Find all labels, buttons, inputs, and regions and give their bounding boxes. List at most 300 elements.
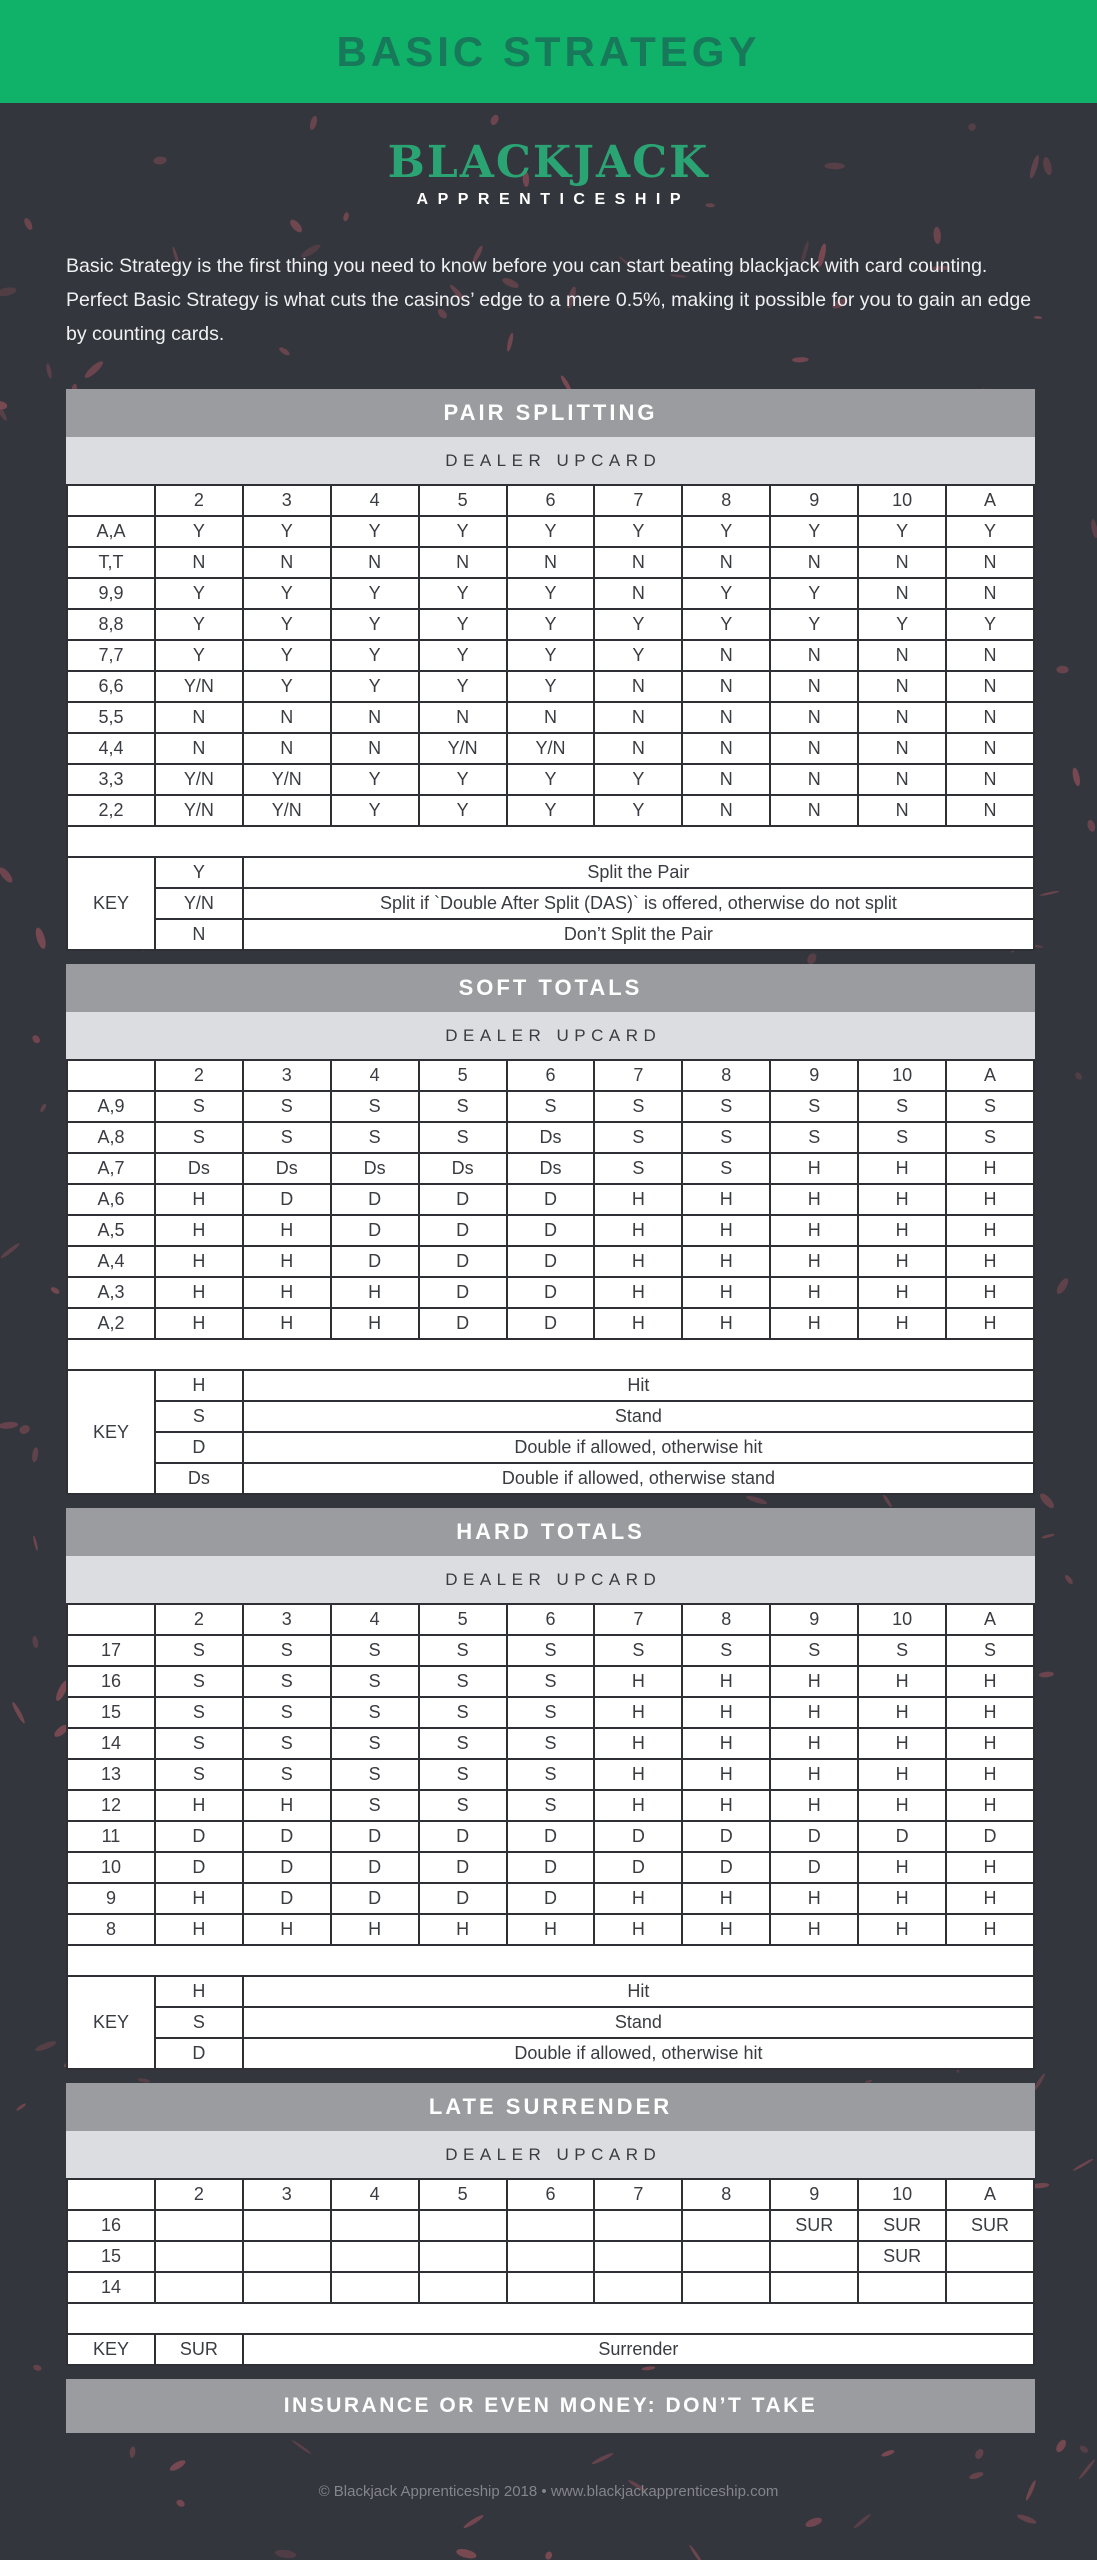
grid-cell: Y bbox=[243, 516, 331, 547]
strategy-row bbox=[67, 1666, 1034, 1697]
key-description: Don’t Split the Pair bbox=[243, 919, 1034, 950]
row-label: A,5 bbox=[67, 1215, 155, 1246]
key-row bbox=[67, 888, 1034, 919]
grid-cell: S bbox=[507, 1635, 595, 1666]
grid-cell: H bbox=[594, 1277, 682, 1308]
grid-cell: N bbox=[419, 547, 507, 578]
key-row bbox=[67, 1976, 1034, 2007]
corner-cell bbox=[67, 2179, 155, 2210]
grid-cell: N bbox=[331, 733, 419, 764]
grid-cell: Y bbox=[770, 516, 858, 547]
grid-cell: H bbox=[858, 1184, 946, 1215]
column-header: 10 bbox=[858, 1060, 946, 1091]
grid-cell: N bbox=[946, 640, 1034, 671]
grid-cell: D bbox=[419, 1308, 507, 1339]
row-label: 9,9 bbox=[67, 578, 155, 609]
key-row bbox=[67, 857, 1034, 888]
row-label: 8 bbox=[67, 1914, 155, 1945]
grid-cell: H bbox=[770, 1914, 858, 1945]
grid-cell: Y bbox=[507, 671, 595, 702]
grid-cell: Y bbox=[331, 609, 419, 640]
column-header: 2 bbox=[155, 2179, 243, 2210]
grid-cell: Y bbox=[770, 609, 858, 640]
grid-cell: H bbox=[331, 1914, 419, 1945]
strategy-grid bbox=[66, 2178, 1035, 2366]
section-title: PAIR SPLITTING bbox=[443, 400, 658, 426]
key-row bbox=[67, 919, 1034, 950]
grid-cell: Y bbox=[594, 795, 682, 826]
grid-cell: H bbox=[155, 1277, 243, 1308]
column-header: A bbox=[946, 485, 1034, 516]
grid-cell: S bbox=[682, 1153, 770, 1184]
grid-cell: H bbox=[946, 1883, 1034, 1914]
grid-cell: S bbox=[419, 1122, 507, 1153]
grid-cell: N bbox=[946, 764, 1034, 795]
column-header-row bbox=[67, 1060, 1034, 1091]
dealer-upcard-label: DEALER UPCARD bbox=[445, 2144, 662, 2164]
dealer-upcard-label: DEALER UPCARD bbox=[445, 450, 662, 470]
grid-cell: Y bbox=[507, 578, 595, 609]
grid-cell: H bbox=[594, 1246, 682, 1277]
row-label: 11 bbox=[67, 1821, 155, 1852]
grid-cell: N bbox=[682, 764, 770, 795]
grid-cell: N bbox=[946, 795, 1034, 826]
grid-cell: H bbox=[858, 1153, 946, 1184]
logo-wordmark: BLACKJACK bbox=[387, 137, 710, 188]
grid-cell: H bbox=[858, 1697, 946, 1728]
grid-cell: S bbox=[858, 1091, 946, 1122]
column-header: 7 bbox=[594, 485, 682, 516]
strategy-row bbox=[67, 1914, 1034, 1945]
grid-cell bbox=[155, 2272, 243, 2303]
grid-cell: H bbox=[594, 1215, 682, 1246]
grid-cell: Y bbox=[243, 640, 331, 671]
grid-cell: Y bbox=[331, 795, 419, 826]
grid-cell: N bbox=[594, 671, 682, 702]
grid-cell: H bbox=[858, 1759, 946, 1790]
grid-cell: H bbox=[243, 1277, 331, 1308]
grid-cell: D bbox=[331, 1215, 419, 1246]
grid-cell bbox=[594, 2272, 682, 2303]
row-label: 2,2 bbox=[67, 795, 155, 826]
column-header: 4 bbox=[331, 2179, 419, 2210]
grid-cell: D bbox=[682, 1821, 770, 1852]
grid-cell: H bbox=[155, 1790, 243, 1821]
key-swatch: H bbox=[155, 1976, 243, 2007]
column-header: 7 bbox=[594, 1604, 682, 1635]
grid-cell: S bbox=[331, 1666, 419, 1697]
section-title-bar bbox=[66, 1508, 1035, 1556]
key-swatch: H bbox=[155, 1370, 243, 1401]
grid-cell bbox=[419, 2272, 507, 2303]
grid-cell: H bbox=[594, 1697, 682, 1728]
grid-cell: Ds bbox=[243, 1153, 331, 1184]
grid-cell: S bbox=[507, 1091, 595, 1122]
key-swatch: Y/N bbox=[155, 888, 243, 919]
strategy-row bbox=[67, 1697, 1034, 1728]
key-swatch: SUR bbox=[155, 2334, 243, 2365]
grid-cell: D bbox=[594, 1821, 682, 1852]
strategy-row bbox=[67, 1153, 1034, 1184]
grid-cell: S bbox=[243, 1728, 331, 1759]
grid-cell: D bbox=[243, 1852, 331, 1883]
grid-cell: Y bbox=[594, 764, 682, 795]
grid-cell: H bbox=[858, 1728, 946, 1759]
row-label: 9 bbox=[67, 1883, 155, 1914]
grid-cell bbox=[507, 2210, 595, 2241]
grid-cell: Y bbox=[331, 640, 419, 671]
grid-cell: H bbox=[858, 1914, 946, 1945]
insurance-banner-text: INSURANCE OR EVEN MONEY: DON’T TAKE bbox=[283, 2394, 818, 2418]
key-row bbox=[67, 2334, 1034, 2365]
grid-cell: D bbox=[507, 1308, 595, 1339]
grid-cell: H bbox=[946, 1246, 1034, 1277]
grid-cell: Y/N bbox=[155, 795, 243, 826]
strategy-row bbox=[67, 2272, 1034, 2303]
grid-cell: D bbox=[419, 1184, 507, 1215]
grid-cell: H bbox=[594, 1728, 682, 1759]
grid-cell: N bbox=[594, 547, 682, 578]
column-header: A bbox=[946, 2179, 1034, 2210]
grid-cell: S bbox=[243, 1122, 331, 1153]
column-header: A bbox=[946, 1604, 1034, 1635]
grid-cell: H bbox=[682, 1728, 770, 1759]
grid-cell: D bbox=[331, 1852, 419, 1883]
strategy-row bbox=[67, 1759, 1034, 1790]
column-header: 9 bbox=[770, 1604, 858, 1635]
strategy-row bbox=[67, 1184, 1034, 1215]
grid-cell: S bbox=[682, 1091, 770, 1122]
grid-cell: S bbox=[331, 1728, 419, 1759]
strategy-row bbox=[67, 764, 1034, 795]
gap-cell bbox=[67, 2303, 1034, 2334]
grid-cell: SUR bbox=[770, 2210, 858, 2241]
grid-cell: N bbox=[858, 733, 946, 764]
grid-cell: S bbox=[946, 1091, 1034, 1122]
strategy-row bbox=[67, 1215, 1034, 1246]
page-banner bbox=[0, 0, 1097, 103]
dealer-upcard-bar bbox=[66, 437, 1035, 484]
grid-cell: H bbox=[155, 1914, 243, 1945]
grid-cell: H bbox=[858, 1666, 946, 1697]
grid-cell: H bbox=[682, 1666, 770, 1697]
strategy-row bbox=[67, 1852, 1034, 1883]
grid-cell: D bbox=[243, 1184, 331, 1215]
strategy-grid bbox=[66, 1059, 1035, 1495]
grid-cell: H bbox=[594, 1790, 682, 1821]
column-header: 4 bbox=[331, 1060, 419, 1091]
strategy-row bbox=[67, 1883, 1034, 1914]
grid-cell: Y bbox=[507, 764, 595, 795]
grid-cell: H bbox=[858, 1883, 946, 1914]
grid-cell: H bbox=[946, 1215, 1034, 1246]
grid-cell: H bbox=[155, 1883, 243, 1914]
grid-cell bbox=[946, 2241, 1034, 2272]
grid-cell: Y bbox=[331, 578, 419, 609]
strategy-row bbox=[67, 733, 1034, 764]
grid-cell: N bbox=[331, 547, 419, 578]
grid-cell: Y bbox=[507, 516, 595, 547]
grid-cell: Y/N bbox=[507, 733, 595, 764]
column-header: 6 bbox=[507, 1604, 595, 1635]
grid-cell: S bbox=[331, 1790, 419, 1821]
gap-cell bbox=[67, 826, 1034, 857]
grid-cell: H bbox=[594, 1759, 682, 1790]
grid-cell: Ds bbox=[419, 1153, 507, 1184]
grid-cell: S bbox=[155, 1728, 243, 1759]
grid-cell: Y bbox=[155, 609, 243, 640]
strategy-row bbox=[67, 1308, 1034, 1339]
grid-cell: D bbox=[243, 1821, 331, 1852]
key-swatch: S bbox=[155, 1401, 243, 1432]
grid-cell: N bbox=[770, 733, 858, 764]
row-label: 3,3 bbox=[67, 764, 155, 795]
row-label: A,3 bbox=[67, 1277, 155, 1308]
grid-cell: H bbox=[243, 1246, 331, 1277]
grid-cell bbox=[594, 2241, 682, 2272]
grid-cell: H bbox=[682, 1246, 770, 1277]
column-header: 3 bbox=[243, 485, 331, 516]
grid-cell: N bbox=[419, 702, 507, 733]
grid-cell: Y/N bbox=[243, 764, 331, 795]
grid-cell: S bbox=[243, 1091, 331, 1122]
grid-cell: H bbox=[858, 1215, 946, 1246]
strategy-row bbox=[67, 1277, 1034, 1308]
dealer-upcard-label: DEALER UPCARD bbox=[445, 1025, 662, 1045]
grid-cell: D bbox=[419, 1883, 507, 1914]
grid-cell bbox=[682, 2210, 770, 2241]
key-row bbox=[67, 2007, 1034, 2038]
grid-cell: S bbox=[155, 1091, 243, 1122]
strategy-row bbox=[67, 640, 1034, 671]
grid-cell: D bbox=[419, 1852, 507, 1883]
grid-cell: S bbox=[155, 1697, 243, 1728]
grid-cell: S bbox=[419, 1635, 507, 1666]
grid-cell: N bbox=[155, 547, 243, 578]
row-label: A,A bbox=[67, 516, 155, 547]
grid-cell bbox=[243, 2210, 331, 2241]
grid-cell: D bbox=[946, 1821, 1034, 1852]
grid-cell: S bbox=[331, 1635, 419, 1666]
grid-cell: S bbox=[594, 1122, 682, 1153]
grid-cell: D bbox=[419, 1215, 507, 1246]
grid-cell: H bbox=[770, 1184, 858, 1215]
grid-cell: N bbox=[243, 733, 331, 764]
column-header: 8 bbox=[682, 1604, 770, 1635]
grid-cell: Y bbox=[155, 516, 243, 547]
grid-cell: N bbox=[770, 764, 858, 795]
grid-cell: S bbox=[419, 1697, 507, 1728]
row-label: 12 bbox=[67, 1790, 155, 1821]
key-description: Hit bbox=[243, 1370, 1034, 1401]
grid-cell: S bbox=[331, 1091, 419, 1122]
corner-cell bbox=[67, 485, 155, 516]
grid-cell: Y bbox=[331, 516, 419, 547]
key-swatch: Ds bbox=[155, 1463, 243, 1494]
grid-cell: S bbox=[243, 1759, 331, 1790]
key-row bbox=[67, 1370, 1034, 1401]
row-label: A,2 bbox=[67, 1308, 155, 1339]
grid-cell: Y bbox=[243, 578, 331, 609]
row-label: 14 bbox=[67, 1728, 155, 1759]
column-header: 9 bbox=[770, 485, 858, 516]
grid-cell: N bbox=[507, 547, 595, 578]
strategy-section bbox=[66, 964, 1035, 1495]
grid-cell: H bbox=[858, 1246, 946, 1277]
grid-cell: N bbox=[946, 671, 1034, 702]
grid-cell: Y bbox=[419, 671, 507, 702]
strategy-row bbox=[67, 671, 1034, 702]
grid-cell: H bbox=[946, 1277, 1034, 1308]
strategy-section bbox=[66, 1508, 1035, 2070]
grid-cell: D bbox=[770, 1852, 858, 1883]
grid-cell bbox=[331, 2272, 419, 2303]
grid-cell: H bbox=[682, 1697, 770, 1728]
column-header: 2 bbox=[155, 1060, 243, 1091]
grid-cell: Y bbox=[507, 609, 595, 640]
strategy-row bbox=[67, 578, 1034, 609]
column-header-row bbox=[67, 1604, 1034, 1635]
grid-cell: H bbox=[594, 1666, 682, 1697]
key-description: Split the Pair bbox=[243, 857, 1034, 888]
column-header: 10 bbox=[858, 1604, 946, 1635]
grid-cell: Y/N bbox=[155, 671, 243, 702]
strategy-row bbox=[67, 1635, 1034, 1666]
key-swatch: N bbox=[155, 919, 243, 950]
grid-cell: D bbox=[507, 1277, 595, 1308]
grid-cell: D bbox=[331, 1246, 419, 1277]
grid-cell: N bbox=[682, 671, 770, 702]
key-description: Stand bbox=[243, 1401, 1034, 1432]
grid-cell: N bbox=[858, 702, 946, 733]
section-title: LATE SURRENDER bbox=[428, 2094, 673, 2120]
grid-cell: H bbox=[507, 1914, 595, 1945]
grid-cell: H bbox=[858, 1277, 946, 1308]
strategy-row bbox=[67, 1821, 1034, 1852]
grid-cell: N bbox=[682, 702, 770, 733]
column-header: 6 bbox=[507, 2179, 595, 2210]
grid-cell: H bbox=[858, 1790, 946, 1821]
grid-cell: S bbox=[770, 1091, 858, 1122]
row-label: A,6 bbox=[67, 1184, 155, 1215]
row-label: 15 bbox=[67, 2241, 155, 2272]
grid-cell bbox=[155, 2210, 243, 2241]
column-header: 8 bbox=[682, 2179, 770, 2210]
grid-cell: H bbox=[946, 1153, 1034, 1184]
dealer-upcard-label: DEALER UPCARD bbox=[445, 1569, 662, 1589]
key-row bbox=[67, 1432, 1034, 1463]
strategy-row bbox=[67, 1122, 1034, 1153]
key-description: Double if allowed, otherwise hit bbox=[243, 1432, 1034, 1463]
grid-cell: SUR bbox=[946, 2210, 1034, 2241]
strategy-grid bbox=[66, 484, 1035, 951]
grid-cell: H bbox=[243, 1308, 331, 1339]
grid-cell: H bbox=[331, 1308, 419, 1339]
grid-cell: D bbox=[507, 1883, 595, 1914]
grid-cell: D bbox=[331, 1184, 419, 1215]
grid-cell: N bbox=[946, 578, 1034, 609]
grid-cell: Y bbox=[594, 640, 682, 671]
row-label: A,9 bbox=[67, 1091, 155, 1122]
grid-cell: H bbox=[682, 1184, 770, 1215]
dealer-upcard-bar bbox=[66, 2131, 1035, 2178]
grid-cell bbox=[419, 2241, 507, 2272]
row-label: A,4 bbox=[67, 1246, 155, 1277]
column-header: 10 bbox=[858, 485, 946, 516]
grid-cell: H bbox=[682, 1883, 770, 1914]
column-header: 3 bbox=[243, 1060, 331, 1091]
grid-cell: SUR bbox=[858, 2210, 946, 2241]
grid-cell: Y/N bbox=[155, 764, 243, 795]
column-header: 3 bbox=[243, 1604, 331, 1635]
column-header: 9 bbox=[770, 1060, 858, 1091]
grid-cell: D bbox=[419, 1277, 507, 1308]
grid-cell: Y bbox=[858, 516, 946, 547]
insurance-banner bbox=[66, 2379, 1035, 2433]
grid-cell: D bbox=[419, 1246, 507, 1277]
grid-cell bbox=[682, 2241, 770, 2272]
key-description: Stand bbox=[243, 2007, 1034, 2038]
grid-cell bbox=[331, 2241, 419, 2272]
grid-cell bbox=[243, 2272, 331, 2303]
grid-cell: H bbox=[946, 1790, 1034, 1821]
grid-cell: H bbox=[594, 1883, 682, 1914]
grid-cell: H bbox=[946, 1914, 1034, 1945]
corner-cell bbox=[67, 1604, 155, 1635]
grid-cell: N bbox=[243, 547, 331, 578]
grid-cell: Y bbox=[507, 640, 595, 671]
grid-cell: N bbox=[682, 795, 770, 826]
grid-cell: N bbox=[770, 547, 858, 578]
strategy-row bbox=[67, 2241, 1034, 2272]
grid-cell: H bbox=[770, 1728, 858, 1759]
page-title: BASIC STRATEGY bbox=[336, 27, 761, 75]
strategy-row bbox=[67, 1790, 1034, 1821]
grid-cell: Y bbox=[331, 671, 419, 702]
grid-cell: Y bbox=[419, 516, 507, 547]
strategy-tables bbox=[66, 389, 1035, 2366]
grid-cell: H bbox=[770, 1697, 858, 1728]
column-header-row bbox=[67, 485, 1034, 516]
row-label: 8,8 bbox=[67, 609, 155, 640]
grid-cell: Y bbox=[243, 671, 331, 702]
logo-subtitle: APPRENTICESHIP bbox=[416, 191, 690, 209]
grid-cell: Y bbox=[682, 609, 770, 640]
grid-cell: N bbox=[858, 640, 946, 671]
key-label: KEY bbox=[67, 1370, 155, 1494]
grid-cell: Y bbox=[946, 609, 1034, 640]
key-row bbox=[67, 1401, 1034, 1432]
grid-cell: S bbox=[243, 1666, 331, 1697]
grid-cell: N bbox=[243, 702, 331, 733]
strategy-row bbox=[67, 516, 1034, 547]
grid-cell: S bbox=[331, 1122, 419, 1153]
grid-cell bbox=[243, 2241, 331, 2272]
row-label: 16 bbox=[67, 1666, 155, 1697]
grid-cell: H bbox=[770, 1246, 858, 1277]
grid-cell: S bbox=[507, 1697, 595, 1728]
grid-cell: N bbox=[946, 547, 1034, 578]
gap-row bbox=[67, 1945, 1034, 1976]
key-description: Surrender bbox=[243, 2334, 1034, 2365]
grid-cell: Y bbox=[419, 640, 507, 671]
strategy-row bbox=[67, 1728, 1034, 1759]
grid-cell: H bbox=[594, 1184, 682, 1215]
grid-cell: H bbox=[858, 1308, 946, 1339]
grid-cell: Y bbox=[946, 516, 1034, 547]
grid-cell: S bbox=[946, 1122, 1034, 1153]
grid-cell: H bbox=[682, 1914, 770, 1945]
